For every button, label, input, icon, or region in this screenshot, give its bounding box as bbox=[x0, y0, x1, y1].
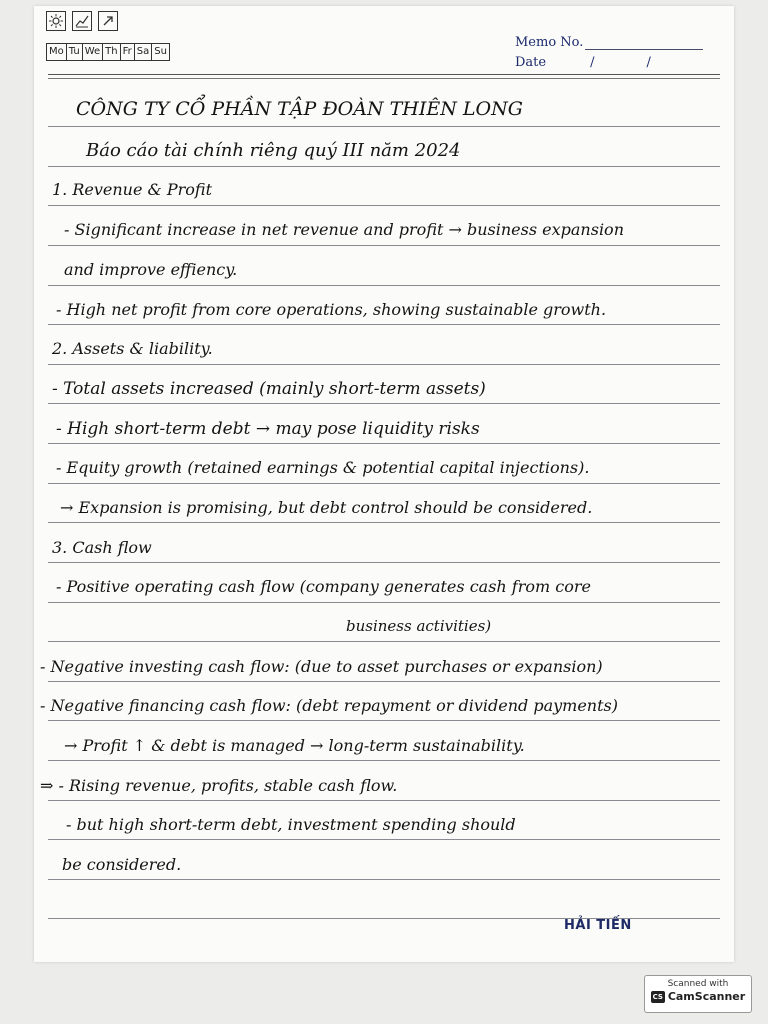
weekday-su[interactable]: Su bbox=[154, 46, 167, 57]
section-heading-cashflow: 3. Cash flow bbox=[52, 538, 152, 557]
weekday-fr[interactable]: Fr bbox=[121, 44, 135, 60]
sun-icon bbox=[46, 11, 66, 31]
note-line: - but high short-term debt, investment spending should bbox=[66, 815, 516, 834]
ruled-line bbox=[48, 285, 720, 286]
ruled-line bbox=[48, 245, 720, 246]
section-heading-revenue: 1. Revenue & Profit bbox=[52, 180, 213, 199]
note-line: - Positive operating cash flow (company generates cash from core bbox=[56, 577, 591, 596]
note-line: business activities) bbox=[346, 617, 492, 635]
header-divider bbox=[48, 74, 720, 75]
chart-icon bbox=[72, 11, 92, 31]
camscanner-logo-icon: CS bbox=[652, 992, 663, 1001]
note-line: - Equity growth (retained earnings & potential capital injections). bbox=[56, 458, 590, 477]
weekday-sa[interactable]: Sa bbox=[135, 44, 152, 60]
report-subtitle: Báo cáo tài chính riêng quý III năm 2024 bbox=[86, 140, 461, 161]
ruled-line bbox=[48, 602, 720, 603]
watermark-name: CamScanner bbox=[667, 990, 746, 1003]
note-line: ⇒ - Rising revenue, profits, stable cash flow. bbox=[40, 776, 398, 795]
ruled-line bbox=[48, 720, 720, 721]
ruled-line bbox=[48, 641, 720, 642]
ruled-line bbox=[48, 205, 720, 206]
ruled-line bbox=[48, 760, 720, 761]
note-line: be considered. bbox=[62, 855, 182, 874]
camscanner-watermark bbox=[644, 975, 752, 1013]
note-line: - Significant increase in net revenue and profit → business expansion bbox=[64, 220, 624, 239]
date-separator-1: / bbox=[590, 55, 595, 70]
ruled-line bbox=[48, 800, 720, 801]
note-line: → Expansion is promising, but debt control should be considered. bbox=[60, 498, 593, 517]
weekday-th[interactable]: Th bbox=[103, 44, 120, 60]
header-icons bbox=[46, 11, 118, 31]
ruled-line bbox=[48, 324, 720, 325]
ruled-line bbox=[48, 443, 720, 444]
weekday-we[interactable]: We bbox=[83, 44, 103, 60]
note-line: - High net profit from core operations, showing sustainable growth. bbox=[56, 300, 607, 319]
note-line: - Negative financing cash flow: (debt repayment or dividend payments) bbox=[40, 696, 618, 715]
watermark-caption: Scanned with bbox=[667, 979, 729, 989]
note-line: - High short-term debt → may pose liquidity risks bbox=[56, 419, 480, 439]
note-line: - Negative investing cash flow: (due to asset purchases or expansion) bbox=[40, 657, 603, 676]
ruled-line bbox=[48, 403, 720, 404]
memo-no-field[interactable] bbox=[585, 49, 703, 50]
pin-icon bbox=[98, 11, 118, 31]
ruled-line bbox=[48, 562, 720, 563]
date-label: Date bbox=[515, 55, 547, 70]
memo-block bbox=[515, 30, 703, 70]
company-title: CÔNG TY CỔ PHẦN TẬP ĐOÀN THIÊN LONG bbox=[76, 98, 523, 120]
note-line: → Profit ↑ & debt is managed → long-term sustainability. bbox=[64, 736, 525, 755]
note-line: - Total assets increased (mainly short-term assets) bbox=[52, 379, 486, 399]
weekday-tu[interactable]: Tu bbox=[67, 44, 83, 60]
ruled-line bbox=[48, 166, 720, 167]
date-line bbox=[515, 50, 703, 70]
ruled-line bbox=[48, 483, 720, 484]
memo-no-label: Memo No. bbox=[515, 35, 584, 50]
ruled-line bbox=[48, 681, 720, 682]
ruled-line bbox=[48, 522, 720, 523]
section-heading-assets: 2. Assets & liability. bbox=[52, 339, 213, 358]
note-line: and improve effiency. bbox=[64, 260, 238, 279]
notebook-page bbox=[34, 6, 734, 962]
watermark-brand bbox=[645, 990, 751, 1003]
ruled-line bbox=[48, 839, 720, 840]
signature-stamp: HẢI TIẾN bbox=[564, 918, 632, 933]
weekday-boxes bbox=[46, 43, 170, 61]
memo-no-line bbox=[515, 30, 703, 50]
header-divider-secondary bbox=[48, 78, 720, 79]
ruled-line bbox=[48, 879, 720, 880]
ruled-line bbox=[48, 126, 720, 127]
date-separator-2: / bbox=[646, 55, 651, 70]
ruled-line bbox=[48, 364, 720, 365]
weekday-mo[interactable]: Mo bbox=[47, 44, 67, 60]
